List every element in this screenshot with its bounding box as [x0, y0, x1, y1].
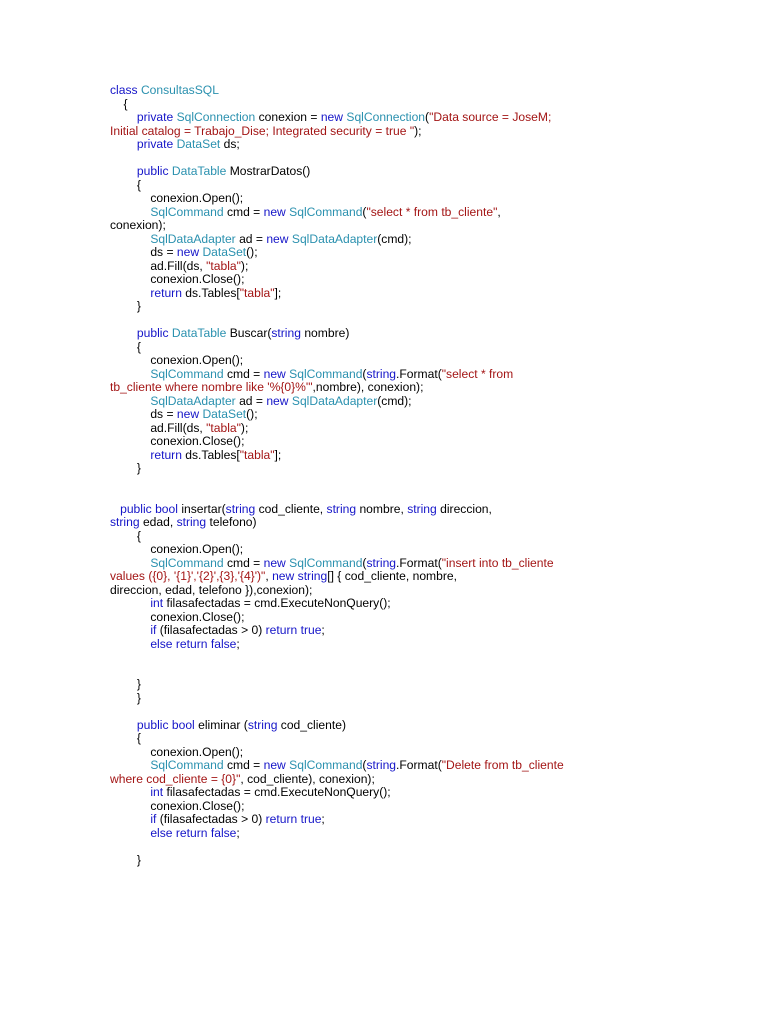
code-text: conexion.Open();	[110, 744, 244, 759]
code-line	[110, 638, 670, 652]
code-line	[110, 746, 670, 760]
code-line	[110, 327, 670, 341]
code-line	[110, 651, 670, 665]
keyword-token: string	[366, 555, 397, 570]
code-text: ds =	[110, 245, 177, 259]
code-text: conexion.Open();	[110, 191, 244, 205]
code-text: ds =	[110, 407, 177, 421]
keyword-token: string	[110, 515, 140, 529]
keyword-token: else	[150, 636, 173, 651]
code-text	[110, 556, 150, 570]
code-text: Buscar(	[226, 326, 272, 340]
keyword-token: private	[136, 110, 174, 124]
code-text: ;	[321, 812, 325, 826]
code-line	[110, 435, 670, 449]
code-text: filasafectadas = cmd.ExecuteNonQuery();	[163, 596, 391, 610]
keyword-token: string	[297, 569, 328, 583]
code-line	[110, 287, 670, 301]
code-text: ();	[246, 407, 258, 421]
code-listing	[110, 84, 670, 867]
code-line	[110, 219, 670, 233]
code-text: telefono)	[206, 515, 257, 529]
keyword-token: private	[136, 137, 174, 151]
type-token: DataTable	[171, 326, 227, 340]
code-text: cmd =	[223, 555, 264, 570]
keyword-token: public	[120, 501, 152, 516]
code-line	[110, 827, 670, 841]
type-token: SqlDataAdapter	[291, 393, 378, 408]
code-line	[110, 570, 670, 584]
code-text: conexion.Open();	[110, 353, 244, 367]
keyword-token: string	[366, 366, 397, 381]
code-line	[110, 111, 670, 125]
code-text: conexion.Close();	[110, 434, 245, 448]
code-line	[110, 462, 670, 476]
keyword-token: bool	[155, 501, 178, 516]
code-text: edad,	[139, 515, 177, 529]
code-text: ;	[236, 825, 240, 840]
code-line	[110, 449, 670, 463]
code-text: conexion);	[110, 218, 166, 232]
keyword-token: true	[300, 812, 322, 826]
keyword-token: string	[176, 515, 207, 529]
code-text: ad.Fill(ds,	[110, 258, 207, 273]
keyword-token: public	[136, 717, 169, 732]
code-line	[110, 516, 670, 530]
keyword-token: return	[150, 447, 182, 462]
keyword-token: string	[271, 326, 301, 340]
code-text: ,	[265, 569, 273, 583]
code-text: ,	[497, 204, 501, 219]
keyword-token: new	[266, 393, 289, 408]
type-token: SqlCommand	[150, 555, 224, 570]
code-text	[110, 110, 137, 124]
string-token: Initial catalog = Trabajo_Dise; Integrated security = true "	[110, 123, 415, 138]
code-text: );	[414, 123, 422, 138]
string-token: "tabla"	[239, 447, 275, 462]
keyword-token: string	[247, 717, 278, 732]
code-text	[110, 394, 150, 408]
code-line	[110, 179, 670, 193]
code-text: conexion.Close();	[110, 798, 245, 813]
code-text: {	[110, 96, 128, 111]
code-line	[110, 422, 670, 436]
code-text: (filasafectadas > 0)	[156, 623, 266, 637]
code-line	[110, 692, 670, 706]
code-text	[110, 596, 150, 610]
keyword-token: return	[150, 285, 182, 300]
keyword-token: new	[176, 245, 200, 259]
code-line	[110, 273, 670, 287]
code-text	[110, 637, 150, 651]
code-line	[110, 800, 670, 814]
code-text: }	[110, 852, 141, 867]
code-text: .Format(	[396, 366, 442, 381]
string-token: "tabla"	[206, 258, 241, 273]
string-token: "tabla"	[206, 420, 241, 435]
code-line	[110, 854, 670, 868]
keyword-token: new	[263, 204, 286, 219]
code-text: (	[362, 555, 367, 570]
code-line	[110, 314, 670, 328]
code-text: conexion.Close();	[110, 272, 245, 286]
code-text: (	[362, 204, 367, 219]
code-line	[110, 341, 670, 355]
keyword-token: new	[320, 110, 343, 124]
code-text: nombre,	[356, 501, 408, 516]
code-text: {	[110, 528, 141, 543]
type-token: SqlDataAdapter	[291, 231, 378, 246]
code-text: (cmd);	[377, 231, 412, 246]
code-line	[110, 705, 670, 719]
type-token: DataSet	[202, 245, 247, 259]
code-text: }	[110, 299, 141, 313]
type-token: SqlCommand	[289, 555, 363, 570]
code-text: {	[110, 731, 141, 745]
string-token: values ({0}, '{1}','{2}',{3},'{4}')"	[110, 569, 266, 583]
code-text: direccion, edad, telefono }),conexion);	[110, 582, 313, 597]
keyword-token: new	[266, 231, 289, 246]
keyword-token: string	[225, 501, 256, 516]
code-line	[110, 152, 670, 166]
code-line	[110, 125, 670, 139]
code-line	[110, 368, 670, 382]
code-line	[110, 543, 670, 557]
code-line	[110, 719, 670, 733]
code-text	[110, 826, 150, 840]
code-line	[110, 665, 670, 679]
code-text: conexion =	[255, 110, 321, 124]
keyword-token: true	[300, 623, 322, 637]
code-line	[110, 611, 670, 625]
code-line	[110, 489, 670, 503]
keyword-token: false	[210, 636, 237, 651]
code-line	[110, 206, 670, 220]
code-text: }	[110, 461, 141, 475]
code-text: }	[110, 677, 141, 691]
code-text: conexion.Close();	[110, 609, 245, 624]
code-text: ;	[236, 636, 240, 651]
code-text: conexion.Open();	[110, 542, 244, 556]
code-text: ad =	[235, 393, 267, 408]
code-text: nombre)	[300, 326, 350, 340]
code-text: .Format(	[396, 758, 442, 772]
code-text: ds.Tables[	[181, 447, 240, 462]
keyword-token: string	[366, 758, 397, 772]
code-text: ];	[274, 447, 282, 462]
type-token: SqlCommand	[150, 204, 224, 219]
type-token: SqlDataAdapter	[150, 393, 236, 408]
code-line	[110, 840, 670, 854]
code-text: ad =	[235, 231, 267, 246]
code-text: insertar(	[177, 501, 226, 516]
keyword-token: int	[150, 785, 164, 799]
code-line	[110, 381, 670, 395]
keyword-token: new	[263, 366, 286, 381]
keyword-token: class	[110, 83, 138, 97]
code-text: [] { cod_cliente, nombre,	[327, 569, 457, 583]
keyword-token: if	[150, 623, 157, 637]
code-text: }	[110, 690, 141, 705]
code-text: filasafectadas = cmd.ExecuteNonQuery();	[163, 785, 391, 799]
string-token: "insert into tb_cliente	[441, 555, 554, 570]
code-text: MostrarDatos()	[226, 164, 311, 178]
code-line	[110, 678, 670, 692]
code-text: .Format(	[396, 555, 442, 570]
keyword-token: return	[175, 825, 208, 840]
string-token: tb_cliente where nombre like '%{0}%'"	[110, 380, 313, 394]
keyword-token: new	[176, 407, 200, 421]
code-line	[110, 84, 670, 98]
type-token: SqlCommand	[289, 204, 363, 219]
code-text: cod_cliente,	[255, 501, 327, 516]
keyword-token: public	[136, 326, 169, 340]
keyword-token: if	[150, 812, 157, 826]
keyword-token: false	[210, 825, 237, 840]
type-token: SqlConnection	[346, 110, 426, 124]
type-token: DataSet	[202, 407, 247, 421]
code-line	[110, 759, 670, 773]
code-line	[110, 773, 670, 787]
string-token: "tabla"	[239, 285, 275, 300]
code-line	[110, 138, 670, 152]
keyword-token: int	[150, 596, 164, 610]
code-line	[110, 624, 670, 638]
code-line	[110, 813, 670, 827]
code-text: ds.Tables[	[181, 285, 240, 300]
string-token: "Data source = JoseM;	[429, 110, 552, 124]
code-text: cmd =	[223, 366, 264, 381]
code-text	[110, 137, 137, 151]
code-text	[110, 367, 150, 381]
code-text	[110, 718, 137, 732]
keyword-token: bool	[171, 717, 195, 732]
type-token: ConsultasSQL	[140, 83, 219, 97]
code-text: (	[425, 110, 430, 124]
code-text: eliminar (	[194, 717, 248, 732]
string-token: where cod_cliente = {0}"	[110, 771, 241, 786]
code-text	[110, 326, 137, 340]
code-line	[110, 395, 670, 409]
code-text: );	[240, 258, 249, 273]
code-text: ds;	[220, 137, 240, 151]
type-token: SqlCommand	[150, 758, 224, 772]
code-line	[110, 354, 670, 368]
keyword-token: public	[136, 164, 169, 178]
code-line	[110, 98, 670, 112]
code-text	[110, 812, 150, 826]
code-text	[110, 448, 150, 462]
code-line	[110, 597, 670, 611]
keyword-token: new	[272, 569, 295, 583]
code-text	[110, 232, 150, 246]
code-text: ];	[274, 285, 282, 300]
code-line	[110, 233, 670, 247]
type-token: SqlCommand	[289, 758, 363, 772]
code-text: cmd =	[223, 204, 264, 219]
code-text: (filasafectadas > 0)	[156, 812, 266, 826]
code-text: direccion,	[436, 501, 492, 516]
keyword-token: new	[263, 758, 286, 772]
code-line	[110, 300, 670, 314]
keyword-token: new	[263, 555, 286, 570]
code-text	[110, 623, 150, 637]
code-text: cmd =	[223, 758, 264, 772]
code-text	[110, 164, 137, 178]
string-token: "Delete from tb_cliente	[441, 758, 564, 772]
type-token: DataTable	[171, 164, 227, 178]
code-text	[110, 286, 150, 300]
code-line	[110, 246, 670, 260]
code-text: cod_cliente)	[277, 717, 346, 732]
type-token: SqlDataAdapter	[150, 231, 236, 246]
code-line	[110, 503, 670, 517]
code-text	[110, 785, 150, 799]
keyword-token: string	[326, 501, 357, 516]
type-token: SqlConnection	[176, 110, 256, 124]
keyword-token: return	[175, 636, 208, 651]
code-text: ();	[246, 245, 258, 259]
code-line	[110, 732, 670, 746]
code-line	[110, 260, 670, 274]
keyword-token: return	[265, 812, 298, 826]
code-line	[110, 584, 670, 598]
code-text: ,nombre), conexion);	[312, 380, 424, 394]
code-text: , cod_cliente), conexion);	[240, 771, 375, 786]
code-text: {	[110, 339, 141, 354]
type-token: DataSet	[176, 137, 221, 151]
code-line	[110, 530, 670, 544]
code-line	[110, 786, 670, 800]
type-token: SqlCommand	[289, 366, 363, 381]
code-line	[110, 557, 670, 571]
keyword-token: else	[150, 825, 173, 840]
keyword-token: string	[407, 501, 437, 516]
code-text: ;	[321, 623, 325, 637]
code-text: );	[240, 420, 249, 435]
code-text: (	[362, 758, 367, 772]
code-text	[110, 502, 120, 516]
code-text: ad.Fill(ds,	[110, 420, 207, 435]
code-line	[110, 165, 670, 179]
string-token: "select * from	[441, 366, 514, 381]
code-line	[110, 476, 670, 490]
code-text	[110, 205, 150, 219]
code-line	[110, 408, 670, 422]
code-text	[110, 758, 150, 772]
code-text: (cmd);	[377, 393, 412, 408]
keyword-token: return	[265, 623, 298, 637]
type-token: SqlCommand	[150, 366, 224, 381]
code-text: (	[362, 366, 367, 381]
string-token: "select * from tb_cliente"	[366, 204, 498, 219]
code-text: {	[110, 177, 141, 192]
code-line	[110, 192, 670, 206]
